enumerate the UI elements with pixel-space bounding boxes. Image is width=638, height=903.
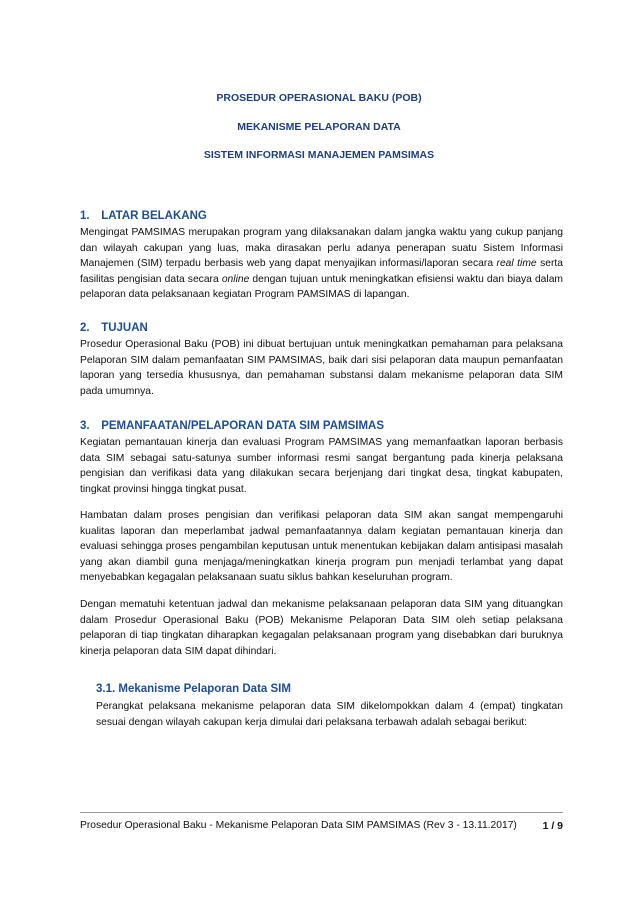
section-3-paragraph-3: Dengan mematuhi ketentuan jadwal dan mekanisme pelaksanaan pelaporan data SIM yang dituangkan dalam Prosedur Operasional Baku (POB) Mekanisme Pelaporan Data SIM oleh setiap pelaksana pelaporan di tiap tingkatan diharapkan kegagalan pelaksanaan program yang disebabkan dari buruknya kinerja pelaporan data SIM dapat dihindari.: [80, 599, 563, 657]
section-3-heading: [80, 420, 384, 432]
subsection-3-1-paragraph: Perangkat pelaksana mekanisme pelaporan data SIM dikelompokkan dalam 4 (empat) tingkatan sesuai dengan wilayah cakupan kerja dimulai dari pelaksana terbawah adalah sebagai berikut:: [96, 701, 563, 728]
section-3-paragraph-2: Hambatan dalam proses pengisian dan verifikasi pelaporan data SIM akan sangat mempengaruhi kualitas laporan dan meperlambat jadwal pemanfaatannya dalam kegiatan pemantauan kinerja dan evaluasi sehingga proses pengambilan keputusan untuk menentukan kebijakan dalam antisipasi masalah yang akan diambil guna menjaga/meningkatkan kinerja program pun menjadi terlambat yang dapat menyebabkan kegagalan pelaksanaan suatu siklus bahkan keseluruhan program.: [80, 510, 563, 584]
s1-text-b: serta fasilitas pengisian data secara: [80, 258, 564, 285]
section-2-paragraph: Prosedur Operasional Baku (POB) ini dibuat bertujuan untuk meningkatkan pemahaman para pelaksana Pelaporan SIM dalam pemanfaatan SIM PAMSIMAS, baik dari sisi pelaporan data maupun pemanfaatan laporan yang tersedia khususnya, dan pemahaman substansi dalam mekanisme pelaporan data SIM pada umumnya.: [80, 339, 563, 397]
section-2-number: 2.: [80, 322, 90, 334]
page-number: 1 / 9: [542, 820, 563, 832]
s1-em-realtime: real time: [496, 258, 537, 270]
section-3-number: 3.: [80, 420, 90, 432]
section-1-paragraph: [80, 225, 563, 303]
footer-text: Prosedur Operasional Baku - Mekanisme Pelaporan Data SIM PAMSIMAS (Rev 3 - 13.11.2017): [80, 820, 517, 831]
section-2-heading: [80, 322, 148, 334]
section-1-heading: [80, 210, 207, 222]
s1-text-a: Mengingat PAMSIMAS merupakan program yang dilaksanakan dalam jangka waktu yang cukup panjang dan wilayah cakupan yang luas, maka dirasakan perlu adanya penerapan suatu Sistem Informasi Manajemen (SIM) terpadu berbasis web yang dapat menyajikan informasi/laporan secara: [80, 227, 563, 270]
doc-title-1: PROSEDUR OPERASIONAL BAKU (POB): [216, 92, 422, 104]
section-3-paragraph-1: Kegiatan pemantauan kinerja dan evaluasi Program PAMSIMAS yang memanfaatkan laporan berbasis data SIM sebagai satu-satunya sumber informasi resmi sangat bergantung pada kinerja pelaksana pengisian dan verifikasi data yang dilakukan secara berjenjang dari tingkat desa, tingkat kabupaten, tingkat provinsi hingga tingkat pusat.: [80, 437, 563, 495]
section-1-number: 1.: [80, 210, 90, 222]
section-1-title: LATAR BELAKANG: [101, 210, 207, 222]
s1-em-online: online: [221, 273, 250, 285]
footer-divider: [80, 812, 563, 813]
doc-title-3: SISTEM INFORMASI MANAJEMEN PAMSIMAS: [203, 149, 435, 161]
s1-text-c: dengan tujuan untuk meningkatkan efisiensi waktu dan biaya dalam pelaporan data pelaksanaan kegiatan Program PAMSIMAS di lapangan.: [80, 273, 563, 301]
subsection-3-1-heading: 3.1. Mekanisme Pelaporan Data SIM: [96, 683, 291, 695]
section-3-title: PEMANFAATAN/PELAPORAN DATA SIM PAMSIMAS: [101, 420, 385, 432]
doc-title-2: MEKANISME PELAPORAN DATA: [237, 121, 401, 133]
section-2-title: TUJUAN: [101, 322, 148, 334]
